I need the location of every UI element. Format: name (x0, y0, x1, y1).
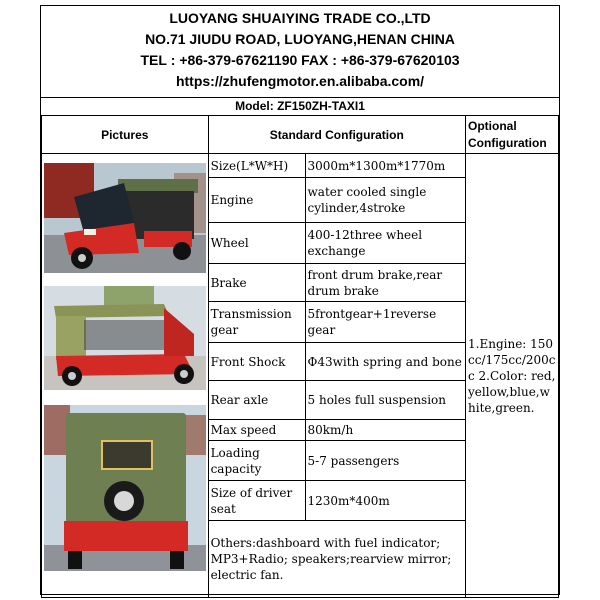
spec-value: front drum brake,rear drum brake (305, 264, 466, 302)
spec-label: Transmission gear (208, 302, 305, 343)
spec-sheet (40, 5, 560, 595)
pictures-cell (42, 154, 209, 598)
company-header (41, 6, 559, 94)
spec-value: 5 holes full suspension (305, 381, 466, 420)
spec-label: Front Shock (208, 343, 305, 381)
tuktuk-photo-rear (44, 405, 206, 571)
spec-label: Wheel (208, 223, 305, 264)
spec-label: Rear axle (208, 381, 305, 420)
spec-table (41, 115, 559, 598)
optional-config: 1.Engine: 150cc/175cc/200cc 2.Color: red,yellow,blue,white,green. (466, 154, 559, 598)
spec-value: 80km/h (305, 420, 466, 441)
tuktuk-photo-front (44, 163, 206, 273)
spec-value: 3000m*1300m*1770m (305, 154, 466, 178)
spec-label: Max speed (208, 420, 305, 441)
spec-label: Loading capacity (208, 441, 305, 481)
company-contact: TEL : +86-379-67621190 FAX : +86-379-67620103 (140, 52, 460, 68)
header-standard: Standard Configuration (208, 116, 465, 154)
spec-label: Size of driver seat (208, 481, 305, 521)
company-address: NO.71 JIUDU ROAD, LUOYANG,HENAN CHINA (145, 31, 455, 47)
spec-value: 1230m*400m (305, 481, 466, 521)
others-features: Others:dashboard with fuel indicator; MP3+Radio; speakers;rearview mirror; electric fan. (208, 521, 465, 598)
company-website[interactable]: https://zhufengmotor.en.alibaba.com/ (175, 73, 425, 89)
company-name: LUOYANG SHUAIYING TRADE CO.,LTD (169, 10, 431, 26)
header-optional: Optional Configuration (466, 116, 559, 154)
spec-label: Size(L*W*H) (208, 154, 305, 178)
tuktuk-photo-side (44, 286, 206, 390)
table-header-row (42, 116, 559, 154)
header-pictures: Pictures (42, 116, 209, 154)
spec-value: 5-7 passengers (305, 441, 466, 481)
spec-value: 5frontgear+1reverse gear (305, 302, 466, 343)
spec-value: 400-12three wheel exchange (305, 223, 466, 264)
spec-value: water cooled single cylinder,4stroke (305, 178, 466, 223)
spec-value: Φ43with spring and bone (305, 343, 466, 381)
model-title: Model: ZF150ZH-TAXI1 (41, 97, 559, 116)
table-row (42, 154, 559, 178)
spec-label: Engine (208, 178, 305, 223)
spec-label: Brake (208, 264, 305, 302)
